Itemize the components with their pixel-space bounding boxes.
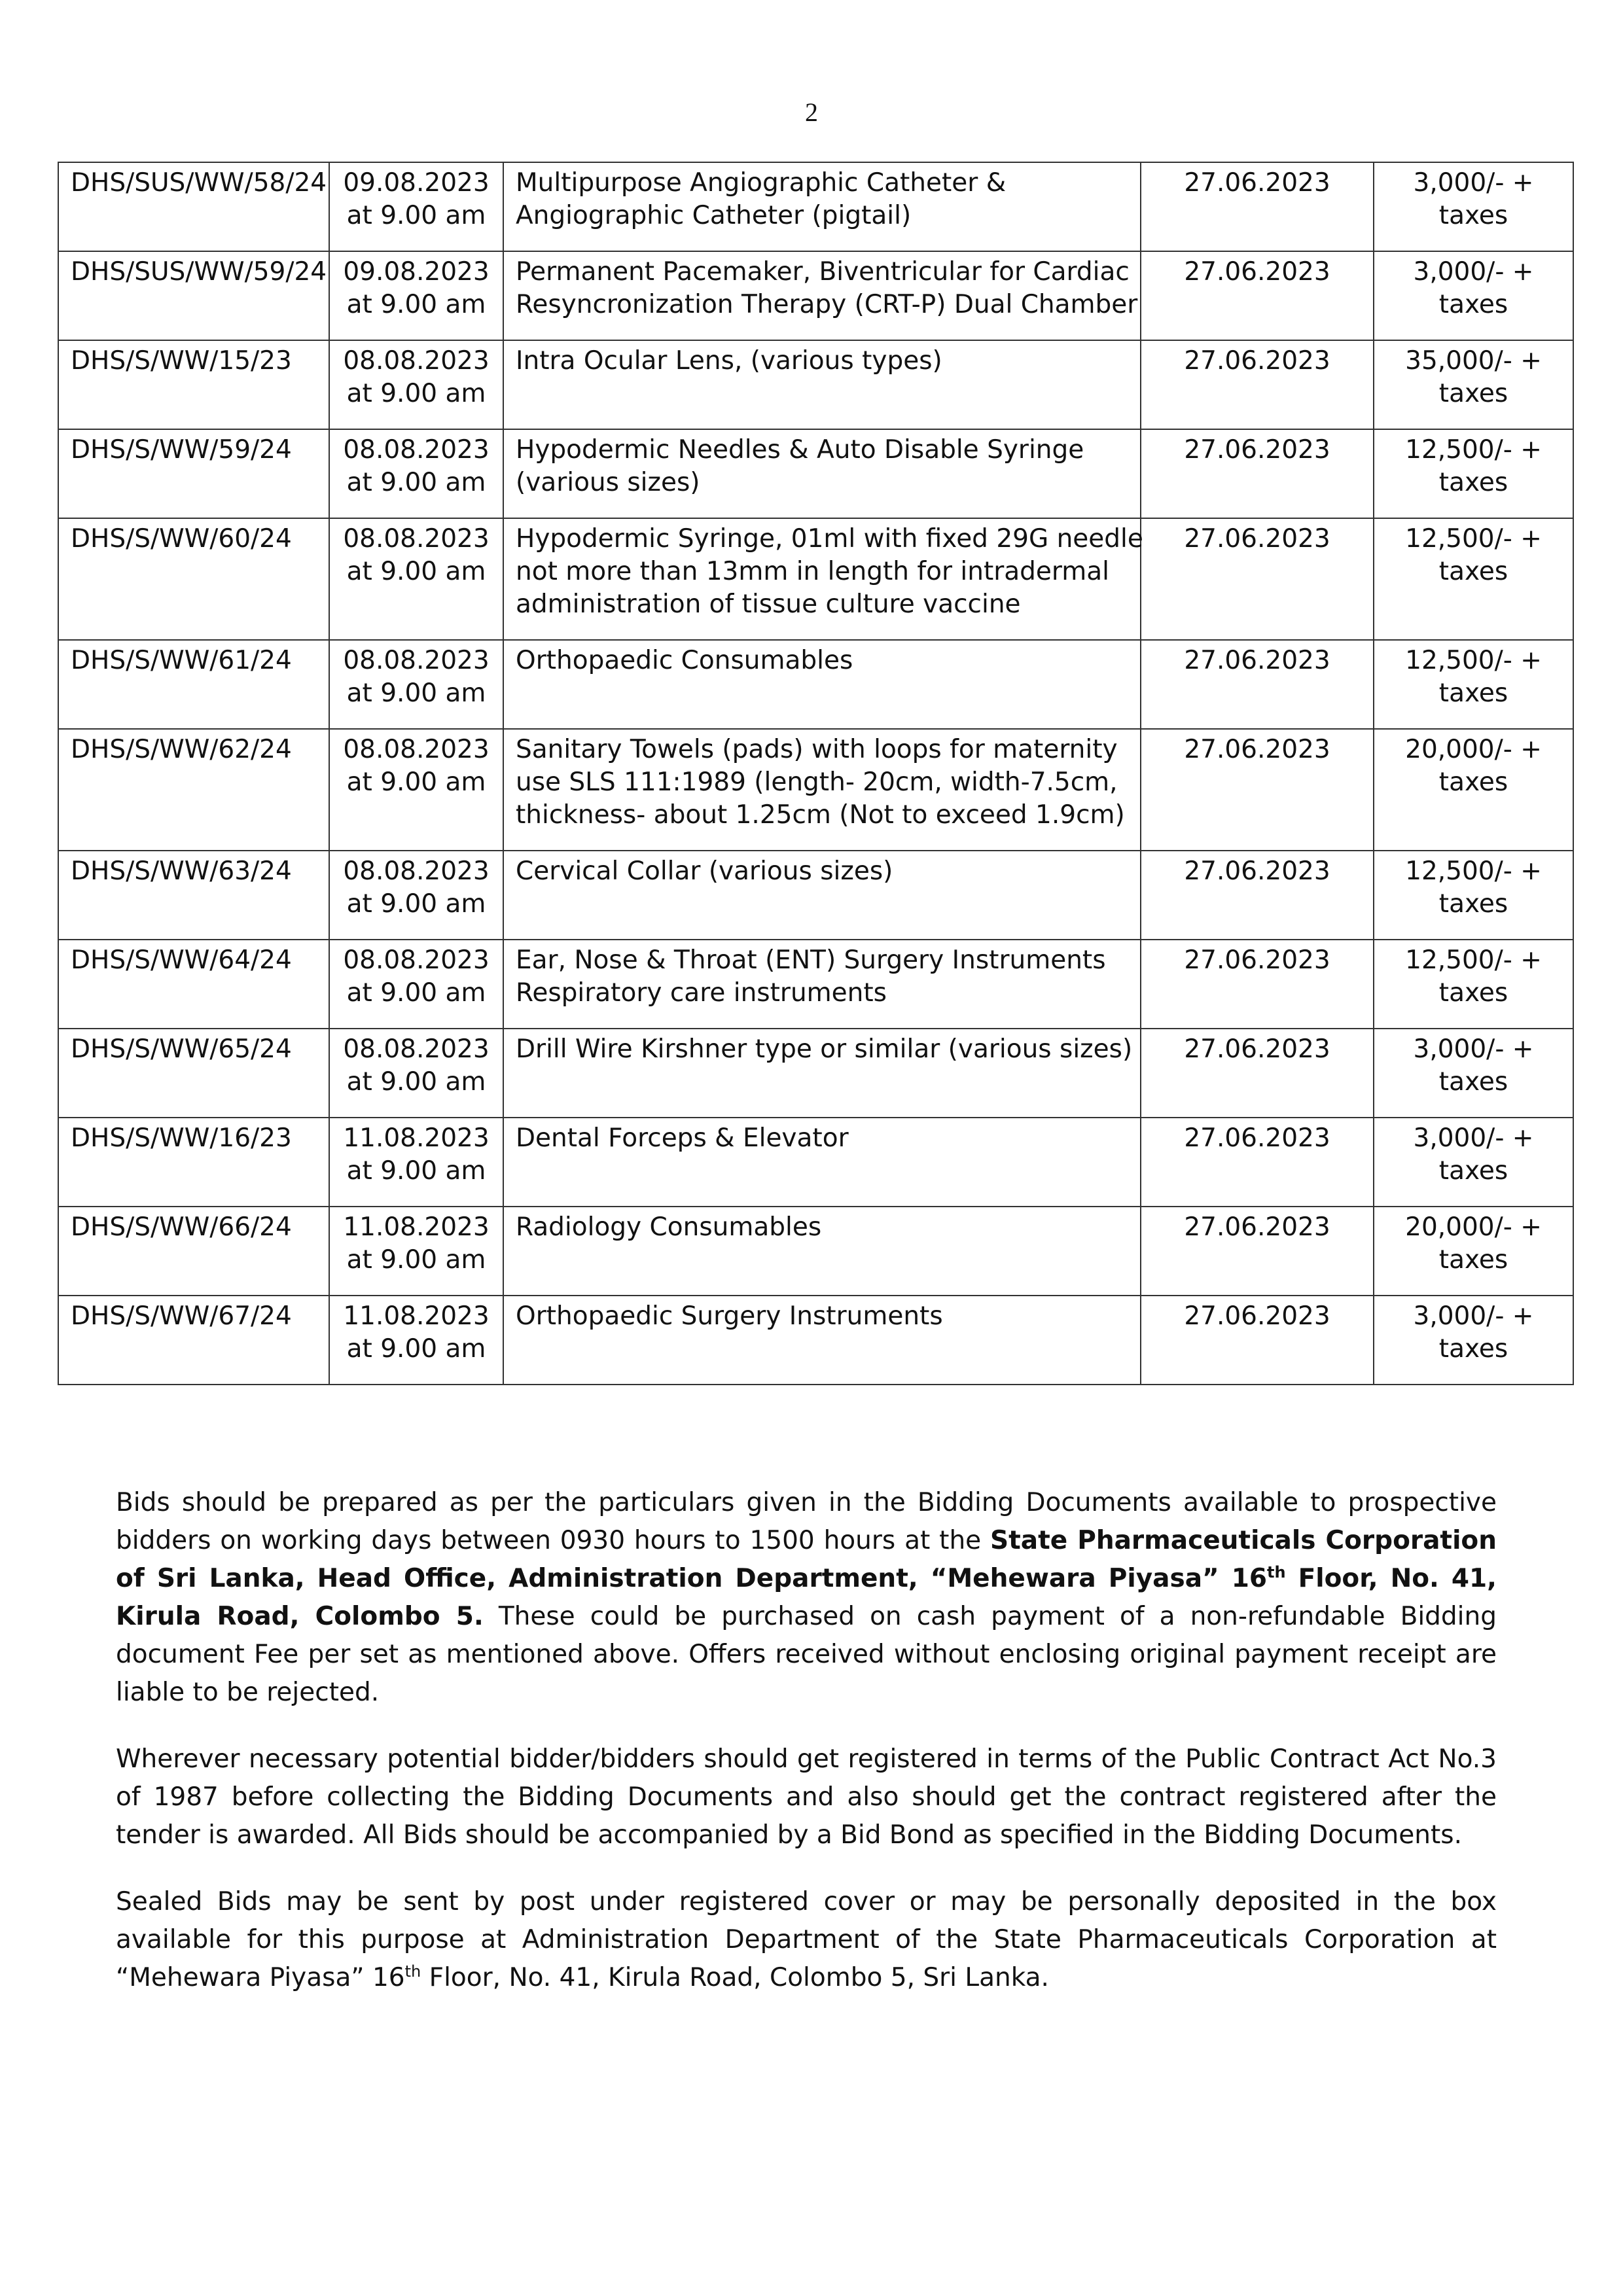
closing-time: at 9.00 am: [346, 768, 486, 797]
description-line: Sanitary Towels (pads) with loops for maternity: [516, 735, 1118, 764]
issue-date: 27.06.2023: [1141, 429, 1374, 518]
issue-date: 27.06.2023: [1141, 340, 1374, 429]
description-line: Ear, Nose & Throat (ENT) Surgery Instruments: [516, 945, 1106, 975]
table-row: [58, 429, 1573, 518]
tender-table-body: [58, 162, 1573, 1385]
document-fee: [1374, 429, 1573, 518]
tender-reference: DHS/S/WW/67/24: [58, 1296, 329, 1385]
description-line: Radiology Consumables: [516, 1212, 822, 1242]
closing-date-time: [329, 940, 503, 1029]
fee-amount: 12,500/- +: [1405, 945, 1542, 975]
table-row: [58, 1296, 1573, 1385]
closing-date-time: [329, 1029, 503, 1118]
item-description: [503, 340, 1141, 429]
closing-date-time: [329, 851, 503, 940]
table-row: [58, 640, 1573, 729]
issue-date: 27.06.2023: [1141, 1207, 1374, 1296]
paragraph-registration-info: Wherever necessary potential bidder/bidders should get registered in terms of the Public Contract Act No.3 of 1987 before collecting the Bidding Documents and also should get the contract registered after the tender is awarded. All Bids should be accompanied by a Bid Bond as specified in the Bidding Documents.: [116, 1744, 1497, 1850]
closing-time: at 9.00 am: [346, 379, 486, 408]
issue-date: 27.06.2023: [1141, 1118, 1374, 1207]
fee-taxes: taxes: [1438, 679, 1508, 708]
tender-reference: DHS/SUS/WW/59/24: [58, 251, 329, 340]
page-number: 2: [805, 97, 818, 127]
tender-reference: DHS/S/WW/15/23: [58, 340, 329, 429]
description-line: use SLS 111:1989 (length- 20cm, width-7.5cm,: [516, 768, 1118, 797]
fee-taxes: taxes: [1438, 1156, 1508, 1186]
fee-taxes: taxes: [1438, 1067, 1508, 1097]
description-line: Hypodermic Syringe, 01ml with fixed 29G needle: [516, 524, 1143, 554]
item-description: [503, 429, 1141, 518]
closing-time: at 9.00 am: [346, 290, 486, 319]
description-line: Cervical Collar (various sizes): [516, 857, 893, 886]
tender-reference: DHS/S/WW/60/24: [58, 518, 329, 640]
document-fee: [1374, 729, 1573, 851]
closing-date-time: [329, 1207, 503, 1296]
fee-amount: 3,000/- +: [1413, 257, 1534, 287]
document-fee: [1374, 340, 1573, 429]
table-row: [58, 1207, 1573, 1296]
closing-time: at 9.00 am: [346, 1156, 486, 1186]
issue-date: 27.06.2023: [1141, 162, 1374, 251]
table-row: [58, 251, 1573, 340]
closing-date: 11.08.2023: [343, 1301, 490, 1331]
tender-reference: DHS/SUS/WW/58/24: [58, 162, 329, 251]
issue-date: 27.06.2023: [1141, 851, 1374, 940]
issue-date: 27.06.2023: [1141, 729, 1374, 851]
tender-reference: DHS/S/WW/65/24: [58, 1029, 329, 1118]
closing-date-time: [329, 429, 503, 518]
item-description: [503, 1029, 1141, 1118]
fee-taxes: taxes: [1438, 1245, 1508, 1275]
item-description: [503, 729, 1141, 851]
description-line: administration of tissue culture vaccine: [516, 590, 1021, 619]
office-address-bold: State Pharmaceuticals Corporation of Sri Lanka, Head Office, Administration Department, “Mehewara Piyasa” 16th Floor, No. 41, Kirula Road, Colombo 5.: [116, 1526, 1497, 1631]
paragraph-submission-info: Sealed Bids may be sent by post under registered cover or may be personally deposited in the box available for this purpose at Administration Department of the State Pharmaceuticals Corporation at “Mehewara Piyasa” 16th Floor, No. 41, Kirula Road, Colombo 5, Sri Lanka.: [116, 1887, 1497, 1992]
closing-date: 08.08.2023: [343, 945, 490, 975]
tender-reference: DHS/S/WW/63/24: [58, 851, 329, 940]
table-row: [58, 162, 1573, 251]
closing-date-time: [329, 1118, 503, 1207]
closing-date-time: [329, 729, 503, 851]
issue-date: 27.06.2023: [1141, 518, 1374, 640]
document-fee: [1374, 851, 1573, 940]
fee-taxes: taxes: [1438, 468, 1508, 497]
description-line: not more than 13mm in length for intradermal: [516, 557, 1109, 586]
item-description: [503, 1118, 1141, 1207]
table-row: [58, 940, 1573, 1029]
fee-taxes: taxes: [1438, 889, 1508, 919]
issue-date: 27.06.2023: [1141, 1029, 1374, 1118]
item-description: [503, 162, 1141, 251]
fee-amount: 12,500/- +: [1405, 524, 1542, 554]
fee-taxes: taxes: [1438, 1334, 1508, 1364]
item-description: [503, 940, 1141, 1029]
closing-date: 11.08.2023: [343, 1123, 490, 1153]
fee-amount: 3,000/- +: [1413, 1034, 1534, 1064]
table-row: [58, 340, 1573, 429]
closing-date: 09.08.2023: [343, 257, 490, 287]
description-line: Orthopaedic Surgery Instruments: [516, 1301, 943, 1331]
fee-taxes: taxes: [1438, 978, 1508, 1008]
fee-taxes: taxes: [1438, 201, 1508, 230]
closing-time: at 9.00 am: [346, 1245, 486, 1275]
closing-date: 11.08.2023: [343, 1212, 490, 1242]
closing-time: at 9.00 am: [346, 557, 486, 586]
item-description: [503, 851, 1141, 940]
closing-date: 08.08.2023: [343, 857, 490, 886]
closing-date-time: [329, 640, 503, 729]
document-fee: [1374, 1118, 1573, 1207]
fee-amount: 12,500/- +: [1405, 435, 1542, 465]
tender-reference: DHS/S/WW/59/24: [58, 429, 329, 518]
item-description: [503, 1296, 1141, 1385]
fee-amount: 12,500/- +: [1405, 646, 1542, 675]
closing-date-time: [329, 251, 503, 340]
item-description: [503, 251, 1141, 340]
issue-date: 27.06.2023: [1141, 251, 1374, 340]
description-line: Multipurpose Angiographic Catheter &: [516, 168, 1007, 198]
table-row: [58, 1118, 1573, 1207]
tender-table: [58, 162, 1574, 1385]
closing-time: at 9.00 am: [346, 201, 486, 230]
closing-time: at 9.00 am: [346, 1067, 486, 1097]
fee-amount: 3,000/- +: [1413, 1301, 1534, 1331]
document-fee: [1374, 518, 1573, 640]
closing-date: 08.08.2023: [343, 524, 490, 554]
paragraph-purchase-info: Bids should be prepared as per the particulars given in the Bidding Documents available to prospective bidders on working days between 0930 hours to 1500 hours at the State Pharmaceuticals Corporation of Sri Lanka, Head Office, Administration Department, “Mehewara Piyasa” 16th Floor, No. 41, Kirula Road, Colombo 5. These could be purchased on cash payment of a non-refundable Bidding document Fee per set as mentioned above. Offers received without enclosing original payment receipt are liable to be rejected.: [116, 1488, 1497, 1707]
tender-reference: DHS/S/WW/66/24: [58, 1207, 329, 1296]
fee-taxes: taxes: [1438, 379, 1508, 408]
closing-date: 08.08.2023: [343, 646, 490, 675]
document-fee: [1374, 1029, 1573, 1118]
fee-amount: 3,000/- +: [1413, 1123, 1534, 1153]
description-line: Angiographic Catheter (pigtail): [516, 201, 912, 230]
description-line: (various sizes): [516, 468, 700, 497]
fee-taxes: taxes: [1438, 557, 1508, 586]
closing-time: at 9.00 am: [346, 468, 486, 497]
fee-amount: 20,000/- +: [1405, 1212, 1542, 1242]
closing-time: at 9.00 am: [346, 889, 486, 919]
item-description: [503, 518, 1141, 640]
issue-date: 27.06.2023: [1141, 1296, 1374, 1385]
description-line: Orthopaedic Consumables: [516, 646, 853, 675]
document-fee: [1374, 251, 1573, 340]
issue-date: 27.06.2023: [1141, 640, 1374, 729]
table-row: [58, 1029, 1573, 1118]
closing-date-time: [329, 1296, 503, 1385]
description-line: thickness- about 1.25cm (Not to exceed 1.9cm): [516, 800, 1125, 830]
fee-taxes: taxes: [1438, 290, 1508, 319]
closing-date: 08.08.2023: [343, 435, 490, 465]
closing-date: 08.08.2023: [343, 735, 490, 764]
issue-date: 27.06.2023: [1141, 940, 1374, 1029]
description-line: Intra Ocular Lens, (various types): [516, 346, 942, 376]
description-line: Resyncronization Therapy (CRT-P) Dual Chamber: [516, 290, 1138, 319]
closing-date-time: [329, 340, 503, 429]
description-line: Permanent Pacemaker, Biventricular for Cardiac: [516, 257, 1130, 287]
closing-date-time: [329, 518, 503, 640]
fee-amount: 12,500/- +: [1405, 857, 1542, 886]
tender-reference: DHS/S/WW/16/23: [58, 1118, 329, 1207]
description-line: Dental Forceps & Elevator: [516, 1123, 849, 1153]
description-line: Hypodermic Needles & Auto Disable Syringe: [516, 435, 1084, 465]
document-fee: [1374, 162, 1573, 251]
description-line: Drill Wire Kirshner type or similar (various sizes): [516, 1034, 1133, 1064]
closing-time: at 9.00 am: [346, 1334, 486, 1364]
bidding-instructions: [116, 1484, 1497, 2026]
fee-amount: 35,000/- +: [1405, 346, 1542, 376]
tender-reference: DHS/S/WW/62/24: [58, 729, 329, 851]
description-line: Respiratory care instruments: [516, 978, 887, 1008]
tender-reference: DHS/S/WW/61/24: [58, 640, 329, 729]
tender-reference: DHS/S/WW/64/24: [58, 940, 329, 1029]
closing-date: 08.08.2023: [343, 1034, 490, 1064]
fee-amount: 20,000/- +: [1405, 735, 1542, 764]
fee-amount: 3,000/- +: [1413, 168, 1534, 198]
table-row: [58, 518, 1573, 640]
fee-taxes: taxes: [1438, 768, 1508, 797]
document-fee: [1374, 940, 1573, 1029]
document-fee: [1374, 640, 1573, 729]
table-row: [58, 729, 1573, 851]
closing-date: 08.08.2023: [343, 346, 490, 376]
table-row: [58, 851, 1573, 940]
document-fee: [1374, 1207, 1573, 1296]
item-description: [503, 1207, 1141, 1296]
closing-time: at 9.00 am: [346, 978, 486, 1008]
document-fee: [1374, 1296, 1573, 1385]
item-description: [503, 640, 1141, 729]
closing-time: at 9.00 am: [346, 679, 486, 708]
closing-date-time: [329, 162, 503, 251]
closing-date: 09.08.2023: [343, 168, 490, 198]
